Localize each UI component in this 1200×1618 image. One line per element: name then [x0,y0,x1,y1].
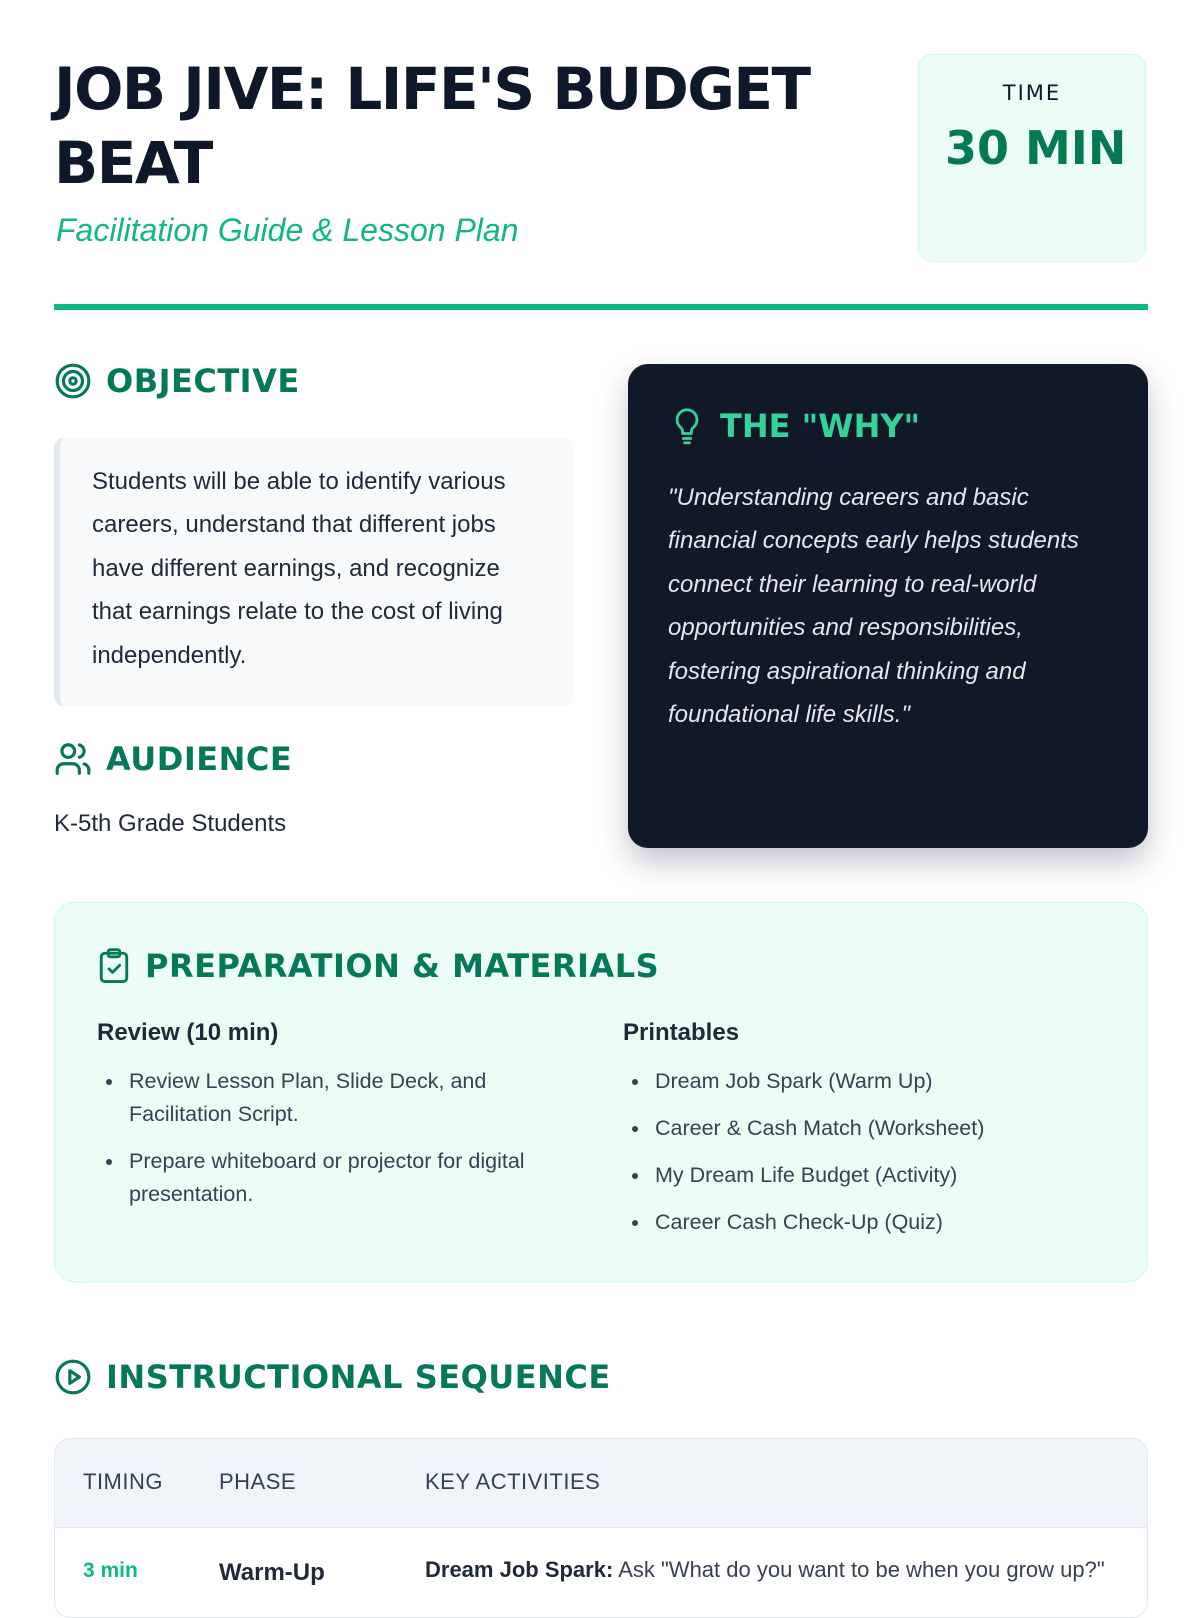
list-item: My Dream Life Budget (Activity) [623,1159,1103,1192]
clipboard-check-icon [97,947,131,985]
page-subtitle: Facilitation Guide & Lesson Plan [56,212,519,248]
review-list [97,1065,577,1211]
column-header-phase: PHASE [219,1469,297,1494]
lightbulb-icon [672,406,702,446]
printables-list [623,1065,1103,1239]
column-header-activities: KEY ACTIVITIES [425,1469,601,1494]
preparation-heading-label: PREPARATION & MATERIALS [145,947,660,985]
list-item: Prepare whiteboard or projector for digital presentation. [97,1145,577,1211]
audience-text: K-5th Grade Students [54,810,287,837]
why-heading-label: THE "WHY" [720,407,921,445]
objective-text: Students will be able to identify various careers, understand that different jobs have different earnings, and recognize that earnings relate to the cost of living independently. [54,438,574,706]
sequence-heading [54,1358,611,1396]
preparation-panel [54,902,1148,1282]
target-icon [54,362,92,400]
table-header [55,1439,1147,1528]
sequence-table [54,1438,1148,1618]
activity-title: Dream Job Spark: [425,1557,614,1582]
printables-title: Printables [623,1019,740,1046]
objective-heading [54,362,300,400]
row-activity [425,1553,1105,1587]
review-title: Review (10 min) [97,1019,279,1046]
list-item: Career Cash Check-Up (Quiz) [623,1206,1103,1239]
play-circle-icon [54,1358,92,1396]
page-title: JOB JIVE: LIFE'S BUDGET BEAT [54,55,810,197]
list-item: Dream Job Spark (Warm Up) [623,1065,1103,1098]
list-item: Career & Cash Match (Worksheet) [623,1112,1103,1145]
audience-heading [54,740,292,778]
column-header-timing: TIMING [83,1469,163,1494]
sequence-heading-label: INSTRUCTIONAL SEQUENCE [106,1358,611,1396]
why-card [628,364,1148,848]
why-heading [672,406,920,446]
time-badge [918,54,1146,262]
why-quote: "Understanding careers and basic financial concepts early helps students connect their learning to real-world opportunities and responsibilities, fostering aspirational thinking and foundational life skills." [668,484,1079,729]
activity-text: Ask "What do you want to be when you grow up?" [618,1557,1105,1582]
time-value: 30 MIN [945,121,1127,175]
audience-heading-label: AUDIENCE [106,740,293,778]
list-item: Review Lesson Plan, Slide Deck, and Facilitation Script. [97,1065,577,1131]
header-divider [54,304,1148,310]
printables-column [623,1019,1103,1253]
users-icon [54,740,92,778]
review-column [97,1019,577,1225]
row-phase: Warm-Up [219,1559,325,1586]
objective-heading-label: OBJECTIVE [106,362,300,400]
time-label: TIME [1002,81,1062,105]
preparation-heading [97,947,659,985]
row-timing: 3 min [83,1559,138,1582]
